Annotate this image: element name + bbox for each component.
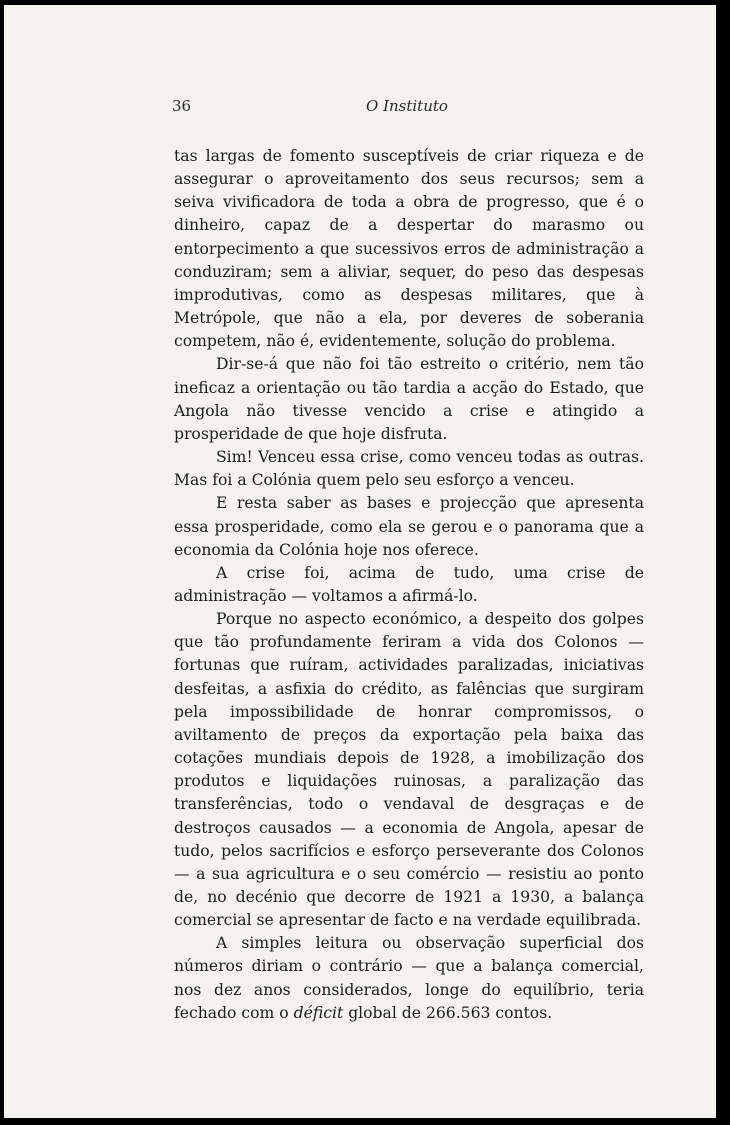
page-header: [4, 97, 716, 119]
paragraph-6: Porque no aspecto económico, a despeito dos golpes que tão profundamente feriram a vida dos Colonos — fortunas que ruíram, actividades paralizadas, iniciativas desfeitas, a asfixia do crédito, as falências que surgiram pela impossibilidade de honrar compromissos, o aviltamento de preços da exportação pela baixa das cotações mundiais depois de 1928, a imobilização dos produtos e liquidações ruinosas, a paralização das transferências, todo o vendaval de desgraças e de destroços causados — a economia de Angola, apesar de tudo, pelos sacrifícios e esforço perseverante dos Colonos — a sua agricultura e o seu comércio — resistiu ao ponto de, no decénio que decorre de 1921 a 1930, a balança comercial se apresentar de facto e na verdade equilibrada.: [174, 610, 644, 930]
paragraph-7: [174, 932, 644, 1025]
paragraph-4: E resta saber as bases e projecção que apresenta essa prosperidade, como ela se gerou e o panorama que a economia da Colónia hoje nos oferece.: [174, 494, 644, 559]
paragraph-1: tas largas de fomento susceptíveis de criar riqueza e de assegurar o aproveitamento dos seus recursos; sem a seiva vivificadora de toda a obra de progresso, que é o dinheiro, capaz de a despertar do marasmo ou entorpecimento a que sucessivos erros de administração a conduziram; sem a aliviar, sequer, do peso das despesas improdutivas, como as despesas militares, que à Metrópole, que não a ela, por deveres de soberania competem, não é, evidentemente, solução do problema.: [174, 147, 644, 351]
paragraph-3: Sim! Venceu essa crise, como venceu todas as outras. Mas foi a Colónia quem pelo seu esforço a venceu.: [174, 448, 644, 490]
paragraph-2: Dir-se-á que não foi tão estreito o critério, nem tão ineficaz a orientação ou tão tardia a acção do Estado, que Angola não tivesse vencido a crise e atingido a prosperidade de que hoje disfruta.: [174, 355, 644, 443]
document-page: [4, 5, 716, 1118]
paragraph-5: A crise foi, acima de tudo, uma crise de administração — voltamos a afirmá-lo.: [174, 563, 644, 605]
paragraph-7-tail: global de 266.563 contos.: [343, 1003, 553, 1022]
body-text: [174, 145, 644, 1025]
paragraph-7-lead: A simples leitura ou observação superficial dos números diriam o contrário — que a balança comercial, nos dez anos considerados, longe do equilíbrio, teria fechado com o: [174, 934, 644, 1022]
running-title: O Instituto: [366, 97, 448, 115]
italic-term-deficit: déficit: [293, 1003, 344, 1022]
page-number: 36: [172, 97, 192, 115]
